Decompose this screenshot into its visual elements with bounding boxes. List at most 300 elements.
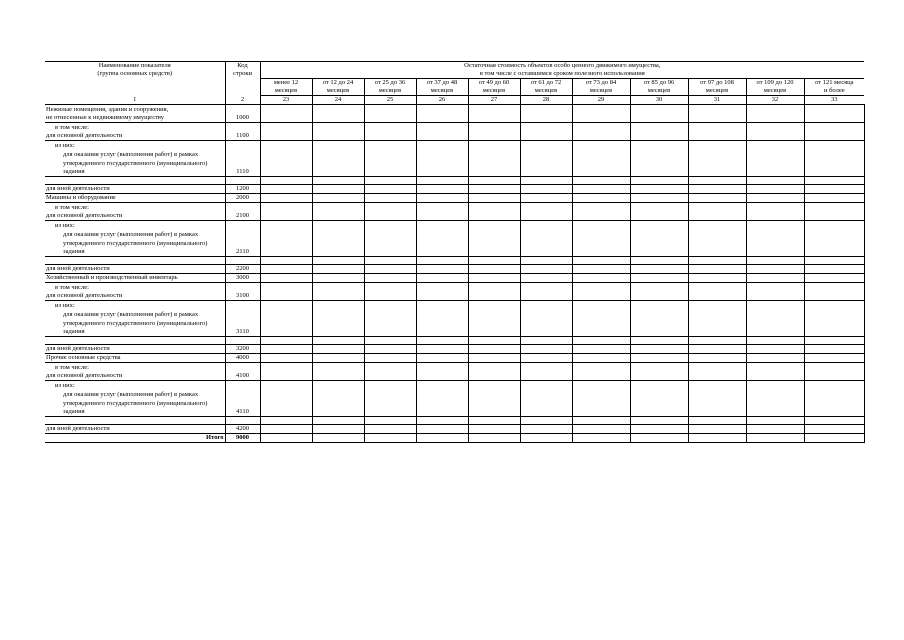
table-row	[45, 337, 864, 345]
value-cell[interactable]	[468, 417, 520, 425]
value-cell[interactable]	[520, 417, 572, 425]
value-cell[interactable]	[312, 354, 364, 363]
value-cell[interactable]	[746, 274, 804, 283]
value-cell[interactable]	[572, 283, 630, 301]
value-cell[interactable]	[688, 141, 746, 177]
value-cell[interactable]	[630, 265, 688, 274]
value-cell[interactable]	[312, 185, 364, 194]
value-cell[interactable]	[746, 301, 804, 337]
value-cell[interactable]	[520, 345, 572, 354]
total-value-cell[interactable]	[520, 434, 572, 443]
value-cell[interactable]	[260, 105, 312, 123]
row-kod: 3100	[225, 292, 260, 301]
row-kod	[225, 177, 260, 185]
value-cell[interactable]	[804, 221, 864, 257]
value-cell[interactable]	[630, 363, 688, 381]
value-cell[interactable]	[688, 203, 746, 221]
value-cell[interactable]	[630, 381, 688, 417]
row-kod: 4100	[225, 372, 260, 381]
value-cell[interactable]	[312, 203, 364, 221]
value-cell[interactable]	[630, 221, 688, 257]
value-cell[interactable]	[520, 363, 572, 381]
value-cell[interactable]	[416, 363, 468, 381]
value-cell[interactable]	[572, 105, 630, 123]
value-cell[interactable]	[688, 417, 746, 425]
total-value-cell[interactable]	[364, 434, 416, 443]
row-kod	[225, 150, 260, 159]
value-cell[interactable]	[688, 194, 746, 203]
value-cell[interactable]	[468, 141, 520, 177]
row-kod	[225, 123, 260, 132]
value-cell[interactable]	[746, 363, 804, 381]
row-name: Прочие основные средства	[45, 354, 225, 363]
total-kod: 9000	[225, 434, 260, 443]
value-cell[interactable]	[416, 274, 468, 283]
value-cell[interactable]	[804, 301, 864, 337]
total-value-cell[interactable]	[630, 434, 688, 443]
value-cell[interactable]	[746, 203, 804, 221]
value-cell[interactable]	[468, 354, 520, 363]
value-cell[interactable]	[746, 123, 804, 141]
value-cell[interactable]	[416, 265, 468, 274]
value-cell[interactable]	[364, 257, 416, 265]
row-name: из них:	[45, 141, 225, 150]
value-cell[interactable]	[416, 345, 468, 354]
value-cell[interactable]	[572, 425, 630, 434]
value-cell[interactable]	[260, 417, 312, 425]
value-cell[interactable]	[260, 185, 312, 194]
column-number: 31	[688, 96, 746, 105]
value-cell[interactable]	[260, 194, 312, 203]
value-cell[interactable]	[416, 141, 468, 177]
value-cell[interactable]	[260, 381, 312, 417]
value-cell[interactable]	[572, 185, 630, 194]
value-cell[interactable]	[630, 177, 688, 185]
value-cell[interactable]	[804, 185, 864, 194]
value-cell[interactable]	[468, 203, 520, 221]
row-kod	[225, 363, 260, 372]
value-cell[interactable]	[804, 265, 864, 274]
value-cell[interactable]	[572, 257, 630, 265]
value-cell[interactable]	[630, 194, 688, 203]
value-cell[interactable]	[688, 363, 746, 381]
value-cell[interactable]	[804, 354, 864, 363]
value-cell[interactable]	[468, 301, 520, 337]
value-cell[interactable]	[520, 105, 572, 123]
value-cell[interactable]	[804, 257, 864, 265]
value-cell[interactable]	[688, 177, 746, 185]
value-cell[interactable]	[804, 203, 864, 221]
value-cell[interactable]	[572, 194, 630, 203]
value-cell[interactable]	[520, 381, 572, 417]
value-cell[interactable]	[416, 177, 468, 185]
value-cell[interactable]	[520, 283, 572, 301]
value-cell[interactable]	[468, 425, 520, 434]
value-cell[interactable]	[746, 185, 804, 194]
value-cell[interactable]	[688, 301, 746, 337]
value-cell[interactable]	[804, 194, 864, 203]
value-cell[interactable]	[468, 123, 520, 141]
period-header-bottom: месяцев	[364, 87, 416, 96]
value-cell[interactable]	[364, 417, 416, 425]
value-cell[interactable]	[804, 141, 864, 177]
header-residual-line1: Остаточная стоимость объектов особо ценного движимого имущества,	[464, 62, 661, 69]
value-cell[interactable]	[260, 221, 312, 257]
value-cell[interactable]	[312, 417, 364, 425]
row-name: задания	[45, 328, 225, 337]
row-name: Машины и оборудование	[45, 194, 225, 203]
value-cell[interactable]	[688, 345, 746, 354]
value-cell[interactable]	[688, 425, 746, 434]
value-cell[interactable]	[746, 425, 804, 434]
value-cell[interactable]	[804, 274, 864, 283]
fixed-assets-table	[45, 61, 865, 443]
value-cell[interactable]	[312, 363, 364, 381]
value-cell[interactable]	[364, 123, 416, 141]
value-cell[interactable]	[260, 177, 312, 185]
value-cell[interactable]	[804, 177, 864, 185]
row-kod	[225, 221, 260, 230]
value-cell[interactable]	[520, 425, 572, 434]
row-name: Нежилые помещения, здания и сооружения,	[45, 105, 225, 114]
value-cell[interactable]	[468, 363, 520, 381]
period-header-top: от 73 до 84	[572, 79, 630, 88]
value-cell[interactable]	[416, 105, 468, 123]
value-cell[interactable]	[746, 345, 804, 354]
total-value-cell[interactable]	[572, 434, 630, 443]
value-cell[interactable]	[572, 301, 630, 337]
value-cell[interactable]	[416, 425, 468, 434]
total-value-cell[interactable]	[746, 434, 804, 443]
value-cell[interactable]	[416, 123, 468, 141]
value-cell[interactable]	[364, 363, 416, 381]
value-cell[interactable]	[630, 274, 688, 283]
value-cell[interactable]	[364, 141, 416, 177]
period-header-bottom: месяцев	[260, 87, 312, 96]
period-header-bottom: и более	[804, 87, 864, 96]
value-cell[interactable]	[746, 354, 804, 363]
value-cell[interactable]	[746, 141, 804, 177]
value-cell[interactable]	[260, 345, 312, 354]
value-cell[interactable]	[364, 177, 416, 185]
value-cell[interactable]	[416, 221, 468, 257]
value-cell[interactable]	[630, 283, 688, 301]
row-name: в том числе:	[45, 123, 225, 132]
value-cell[interactable]	[746, 194, 804, 203]
value-cell[interactable]	[364, 301, 416, 337]
value-cell[interactable]	[312, 105, 364, 123]
value-cell[interactable]	[364, 283, 416, 301]
value-cell[interactable]	[572, 274, 630, 283]
column-number: 29	[572, 96, 630, 105]
value-cell[interactable]	[416, 354, 468, 363]
value-cell[interactable]	[630, 141, 688, 177]
value-cell[interactable]	[630, 354, 688, 363]
value-cell[interactable]	[572, 177, 630, 185]
value-cell[interactable]	[416, 257, 468, 265]
value-cell[interactable]	[688, 105, 746, 123]
row-name: утвержденного государственного (муниципального)	[45, 159, 225, 168]
period-header-top: от 25 до 36	[364, 79, 416, 88]
value-cell[interactable]	[312, 425, 364, 434]
value-cell[interactable]	[746, 221, 804, 257]
value-cell[interactable]	[520, 123, 572, 141]
table-row	[45, 177, 864, 185]
value-cell[interactable]	[260, 265, 312, 274]
value-cell[interactable]	[630, 105, 688, 123]
row-name: для оказания услуг (выполнения работ) в рамках	[45, 230, 225, 239]
value-cell[interactable]	[688, 265, 746, 274]
value-cell[interactable]	[520, 141, 572, 177]
value-cell[interactable]	[804, 345, 864, 354]
row-name: в том числе:	[45, 363, 225, 372]
value-cell[interactable]	[630, 123, 688, 141]
value-cell[interactable]	[572, 354, 630, 363]
value-cell[interactable]	[688, 337, 746, 345]
value-cell[interactable]	[260, 425, 312, 434]
row-kod	[225, 203, 260, 212]
value-cell[interactable]	[572, 141, 630, 177]
table-row	[45, 221, 864, 230]
value-cell[interactable]	[572, 381, 630, 417]
value-cell[interactable]	[746, 105, 804, 123]
value-cell[interactable]	[468, 274, 520, 283]
value-cell[interactable]	[520, 177, 572, 185]
row-name	[45, 257, 225, 265]
value-cell[interactable]	[804, 417, 864, 425]
value-cell[interactable]	[312, 265, 364, 274]
value-cell[interactable]	[468, 265, 520, 274]
value-cell[interactable]	[260, 283, 312, 301]
period-header-top: от 109 до 120	[746, 79, 804, 88]
value-cell[interactable]	[260, 274, 312, 283]
row-kod	[225, 257, 260, 265]
table-row	[45, 363, 864, 372]
value-cell[interactable]	[416, 194, 468, 203]
period-header-bottom: месяцев	[630, 87, 688, 96]
value-cell[interactable]	[312, 123, 364, 141]
value-cell[interactable]	[364, 105, 416, 123]
value-cell[interactable]	[630, 301, 688, 337]
table-row	[45, 265, 864, 274]
total-value-cell[interactable]	[688, 434, 746, 443]
value-cell[interactable]	[746, 381, 804, 417]
value-cell[interactable]	[312, 141, 364, 177]
value-cell[interactable]	[520, 221, 572, 257]
value-cell[interactable]	[416, 283, 468, 301]
header-name-line2: (группа основных средств)	[97, 70, 173, 77]
value-cell[interactable]	[364, 185, 416, 194]
row-name: для иной деятельности	[45, 425, 225, 434]
value-cell[interactable]	[688, 381, 746, 417]
value-cell[interactable]	[416, 203, 468, 221]
value-cell[interactable]	[630, 425, 688, 434]
value-cell[interactable]	[364, 345, 416, 354]
value-cell[interactable]	[468, 257, 520, 265]
value-cell[interactable]	[468, 105, 520, 123]
value-cell[interactable]	[630, 417, 688, 425]
value-cell[interactable]	[468, 345, 520, 354]
total-value-cell[interactable]	[260, 434, 312, 443]
value-cell[interactable]	[804, 283, 864, 301]
value-cell[interactable]	[520, 274, 572, 283]
value-cell[interactable]	[312, 345, 364, 354]
table-row	[45, 425, 864, 434]
value-cell[interactable]	[364, 221, 416, 257]
value-cell[interactable]	[364, 194, 416, 203]
header-kod-line2: строки	[233, 70, 252, 77]
value-cell[interactable]	[416, 337, 468, 345]
value-cell[interactable]	[572, 337, 630, 345]
value-cell[interactable]	[260, 257, 312, 265]
value-cell[interactable]	[804, 123, 864, 141]
value-cell[interactable]	[630, 203, 688, 221]
value-cell[interactable]	[572, 417, 630, 425]
value-cell[interactable]	[468, 337, 520, 345]
value-cell[interactable]	[572, 265, 630, 274]
value-cell[interactable]	[520, 337, 572, 345]
value-cell[interactable]	[688, 257, 746, 265]
value-cell[interactable]	[630, 337, 688, 345]
row-kod: 3000	[225, 274, 260, 283]
value-cell[interactable]	[572, 123, 630, 141]
value-cell[interactable]	[746, 257, 804, 265]
row-name: для оказания услуг (выполнения работ) в рамках	[45, 150, 225, 159]
header-residual-value-cell	[260, 62, 864, 79]
value-cell[interactable]	[468, 283, 520, 301]
value-cell[interactable]	[416, 417, 468, 425]
value-cell[interactable]	[468, 221, 520, 257]
value-cell[interactable]	[312, 257, 364, 265]
value-cell[interactable]	[520, 194, 572, 203]
row-name: для иной деятельности	[45, 265, 225, 274]
value-cell[interactable]	[688, 221, 746, 257]
row-name: из них:	[45, 301, 225, 310]
row-name: Хозяйственный и производственный инвентарь	[45, 274, 225, 283]
value-cell[interactable]	[688, 185, 746, 194]
row-kod: 2100	[225, 212, 260, 221]
value-cell[interactable]	[520, 203, 572, 221]
value-cell[interactable]	[416, 381, 468, 417]
value-cell[interactable]	[630, 257, 688, 265]
row-kod: 4110	[225, 408, 260, 417]
value-cell[interactable]	[260, 203, 312, 221]
value-cell[interactable]	[572, 345, 630, 354]
value-cell[interactable]	[260, 363, 312, 381]
column-number: 24	[312, 96, 364, 105]
row-name: задания	[45, 408, 225, 417]
value-cell[interactable]	[804, 105, 864, 123]
value-cell[interactable]	[312, 283, 364, 301]
value-cell[interactable]	[804, 381, 864, 417]
value-cell[interactable]	[688, 283, 746, 301]
period-header-top: от 97 до 108	[688, 79, 746, 88]
value-cell[interactable]	[572, 203, 630, 221]
value-cell[interactable]	[468, 381, 520, 417]
value-cell[interactable]	[804, 425, 864, 434]
total-value-cell[interactable]	[416, 434, 468, 443]
value-cell[interactable]	[804, 363, 864, 381]
value-cell[interactable]	[364, 203, 416, 221]
value-cell[interactable]	[688, 354, 746, 363]
row-name: из них:	[45, 381, 225, 390]
value-cell[interactable]	[312, 301, 364, 337]
table-row	[45, 283, 864, 292]
value-cell[interactable]	[260, 141, 312, 177]
value-cell[interactable]	[804, 337, 864, 345]
total-value-cell[interactable]	[468, 434, 520, 443]
table-row	[45, 417, 864, 425]
table-row	[45, 185, 864, 194]
value-cell[interactable]	[260, 123, 312, 141]
row-kod	[225, 230, 260, 239]
value-cell[interactable]	[312, 337, 364, 345]
value-cell[interactable]	[416, 185, 468, 194]
total-value-cell[interactable]	[804, 434, 864, 443]
total-value-cell[interactable]	[312, 434, 364, 443]
value-cell[interactable]	[364, 381, 416, 417]
value-cell[interactable]	[746, 265, 804, 274]
value-cell[interactable]	[364, 425, 416, 434]
value-cell[interactable]	[468, 194, 520, 203]
value-cell[interactable]	[746, 177, 804, 185]
value-cell[interactable]	[630, 185, 688, 194]
value-cell[interactable]	[312, 221, 364, 257]
column-number: 23	[260, 96, 312, 105]
value-cell[interactable]	[260, 301, 312, 337]
value-cell[interactable]	[468, 177, 520, 185]
value-cell[interactable]	[520, 354, 572, 363]
row-name: для оказания услуг (выполнения работ) в рамках	[45, 310, 225, 319]
column-number: 2	[225, 96, 260, 105]
value-cell[interactable]	[364, 354, 416, 363]
row-name: для основной деятельности	[45, 132, 225, 141]
value-cell[interactable]	[364, 337, 416, 345]
value-cell[interactable]	[572, 221, 630, 257]
value-cell[interactable]	[260, 354, 312, 363]
value-cell[interactable]	[364, 265, 416, 274]
value-cell[interactable]	[520, 185, 572, 194]
value-cell[interactable]	[520, 257, 572, 265]
value-cell[interactable]	[746, 337, 804, 345]
value-cell[interactable]	[416, 301, 468, 337]
value-cell[interactable]	[312, 177, 364, 185]
value-cell[interactable]	[364, 274, 416, 283]
table-row	[45, 381, 864, 390]
row-kod	[225, 141, 260, 150]
value-cell[interactable]	[746, 283, 804, 301]
value-cell[interactable]	[520, 301, 572, 337]
value-cell[interactable]	[520, 265, 572, 274]
value-cell[interactable]	[572, 363, 630, 381]
value-cell[interactable]	[746, 417, 804, 425]
total-row	[45, 434, 864, 443]
row-name: для основной деятельности	[45, 372, 225, 381]
value-cell[interactable]	[468, 185, 520, 194]
value-cell[interactable]	[312, 194, 364, 203]
value-cell[interactable]	[688, 274, 746, 283]
period-header-bottom: месяцев	[416, 87, 468, 96]
period-header-bottom: месяцев	[572, 87, 630, 96]
row-name: задания	[45, 168, 225, 177]
row-kod: 2200	[225, 265, 260, 274]
value-cell[interactable]	[260, 337, 312, 345]
value-cell[interactable]	[312, 274, 364, 283]
row-name	[45, 337, 225, 345]
value-cell[interactable]	[312, 381, 364, 417]
value-cell[interactable]	[630, 345, 688, 354]
value-cell[interactable]	[688, 123, 746, 141]
